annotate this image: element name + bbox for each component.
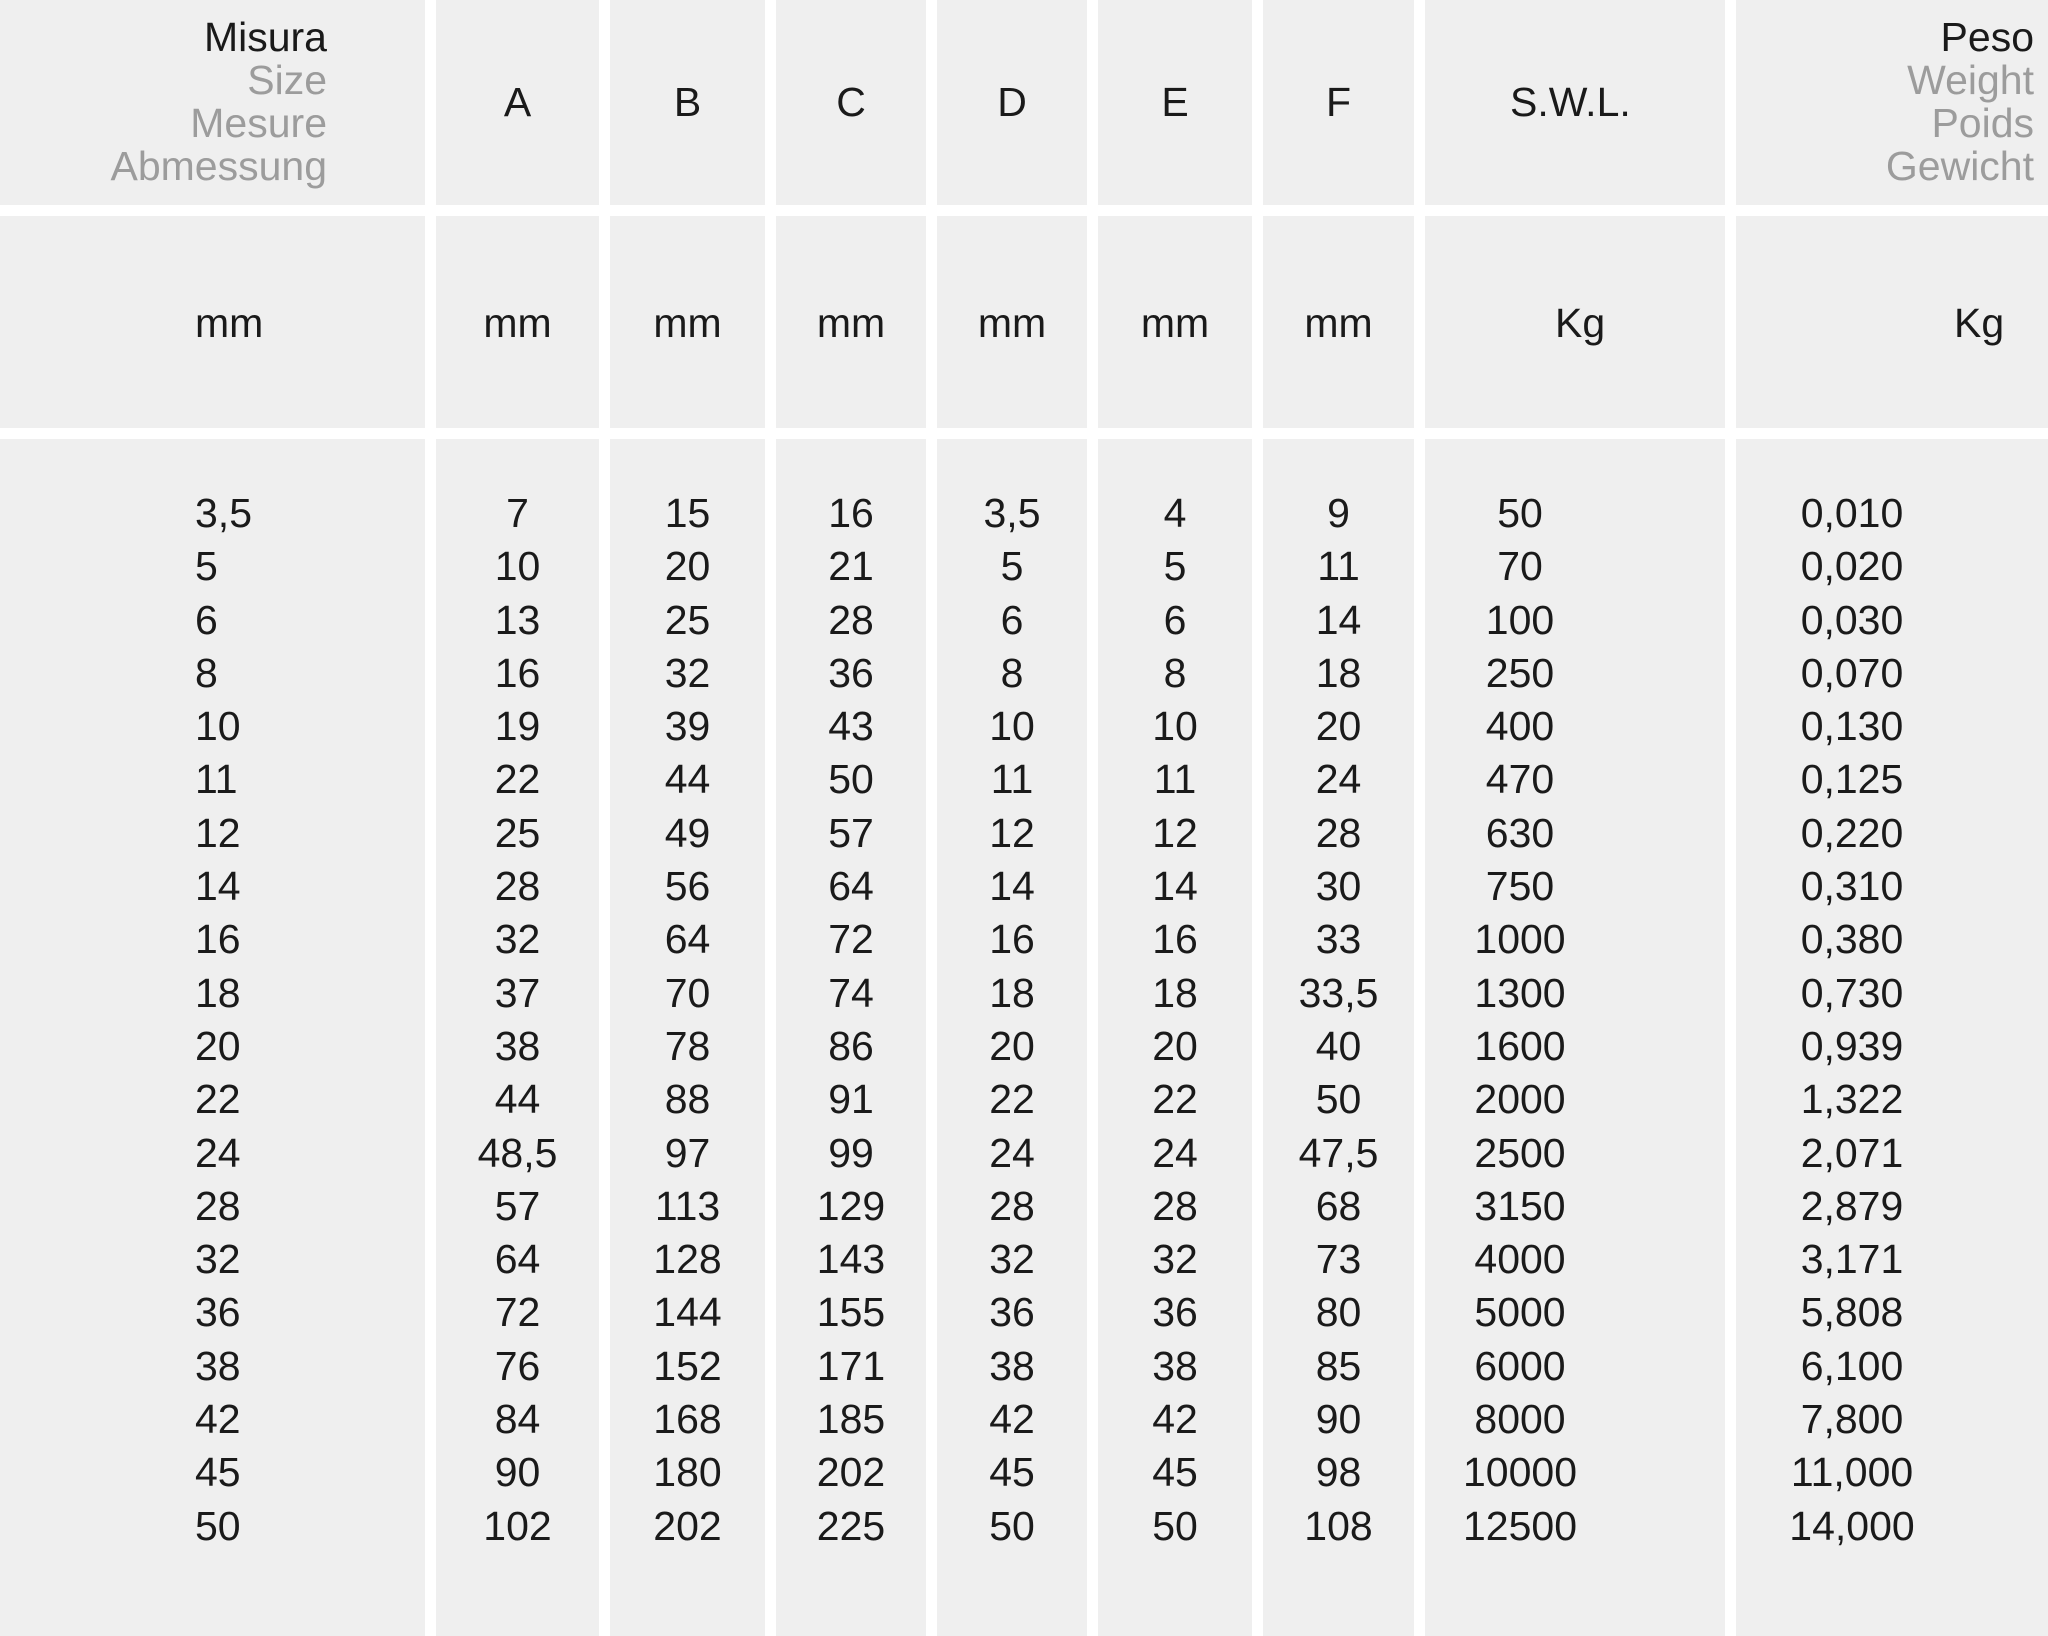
table-cell: 20 xyxy=(1315,703,1362,750)
header-misura-it: Misura xyxy=(203,14,327,60)
table-cell: 5000 xyxy=(1474,1289,1566,1336)
table-cell: 1,322 xyxy=(1800,1076,1904,1123)
table-cell: 16 xyxy=(494,649,541,696)
table-cell: 50 xyxy=(1497,490,1543,536)
table-cell: 38 xyxy=(195,1342,241,1389)
table-cell: 32 xyxy=(494,916,541,963)
table-cell: 7,800 xyxy=(1800,1396,1904,1443)
table-cell: 64 xyxy=(494,1236,541,1283)
header-misura-en: Size xyxy=(247,57,327,103)
table-cell: 57 xyxy=(828,809,874,856)
table-cell: 42 xyxy=(989,1396,1035,1443)
unit-peso: Kg xyxy=(1736,216,2048,428)
table-cell: 47,5 xyxy=(1298,1129,1379,1176)
table-cell: 24 xyxy=(1152,1129,1198,1176)
table-cell: 16 xyxy=(195,916,241,963)
table-cell: 0,380 xyxy=(1800,916,1904,963)
table-cell: 6 xyxy=(1000,596,1024,643)
table-cell: 12 xyxy=(989,809,1035,856)
table-cell: 45 xyxy=(195,1449,241,1496)
header-e: E xyxy=(1098,0,1252,205)
table-cell: 56 xyxy=(664,863,711,910)
table-cell: 14 xyxy=(195,863,241,910)
table-cell: 33,5 xyxy=(1298,969,1379,1016)
table-cell: 24 xyxy=(1315,756,1362,803)
table-cell: 630 xyxy=(1485,809,1555,856)
table-cell: 44 xyxy=(664,756,711,803)
table-cell: 18 xyxy=(1152,969,1198,1016)
table-cell: 49 xyxy=(664,809,711,856)
table-cell: 28 xyxy=(494,863,541,910)
table-cell: 113 xyxy=(654,1182,721,1229)
table-cell: 8 xyxy=(195,649,218,696)
table-cell: 3,5 xyxy=(983,490,1041,536)
table-cell: 6 xyxy=(195,596,218,643)
table-cell: 152 xyxy=(653,1342,722,1389)
table-cell: 100 xyxy=(1485,596,1555,643)
table-cell: 44 xyxy=(494,1076,541,1123)
table-cell: 70 xyxy=(664,969,711,1016)
table-cell: 225 xyxy=(816,1502,886,1549)
table-cell: 5,808 xyxy=(1800,1289,1904,1336)
header-misura xyxy=(0,0,425,205)
table-cell: 32 xyxy=(195,1236,241,1283)
table-cell: 38 xyxy=(494,1022,541,1069)
header-b: B xyxy=(610,0,765,205)
table-cell: 6,100 xyxy=(1800,1342,1904,1389)
table-cell: 108 xyxy=(1304,1502,1373,1549)
table-cell: 16 xyxy=(828,490,874,536)
table-cell: 1000 xyxy=(1474,916,1566,963)
header-c: C xyxy=(776,0,926,205)
table-cell: 18 xyxy=(195,969,241,1016)
table-cell: 5 xyxy=(1163,543,1187,590)
table-cell: 91 xyxy=(828,1076,874,1123)
table-cell: 1300 xyxy=(1474,969,1566,1016)
table-cell: 2,879 xyxy=(1800,1182,1904,1229)
table-cell: 13 xyxy=(494,596,541,643)
table-cell: 21 xyxy=(828,543,874,590)
column-e xyxy=(1098,439,1252,1636)
table-cell: 18 xyxy=(1315,649,1362,696)
table-cell: 24 xyxy=(989,1129,1035,1176)
table-cell: 32 xyxy=(989,1236,1035,1283)
table-cell: 28 xyxy=(828,596,874,643)
column-c xyxy=(776,439,926,1636)
table-cell: 250 xyxy=(1485,649,1555,696)
table-cell: 143 xyxy=(816,1236,886,1283)
table-cell: 36 xyxy=(1152,1289,1198,1336)
table-cell: 90 xyxy=(1315,1396,1362,1443)
table-cell: 80 xyxy=(1315,1289,1362,1336)
table-cell: 25 xyxy=(664,596,711,643)
table-cell: 16 xyxy=(989,916,1035,963)
unit-a: mm xyxy=(436,216,599,428)
table-cell: 50 xyxy=(195,1502,241,1549)
column-f xyxy=(1263,439,1414,1636)
unit-b: mm xyxy=(610,216,765,428)
table-cell: 168 xyxy=(653,1396,722,1443)
table-cell: 129 xyxy=(816,1182,886,1229)
table-cell: 9 xyxy=(1327,490,1350,536)
unit-e: mm xyxy=(1098,216,1252,428)
table-cell: 4000 xyxy=(1474,1236,1566,1283)
table-cell: 85 xyxy=(1315,1342,1362,1389)
table-cell: 0,130 xyxy=(1800,703,1904,750)
table-cell: 28 xyxy=(195,1182,241,1229)
table-cell: 72 xyxy=(494,1289,541,1336)
table-cell: 20 xyxy=(664,543,711,590)
table-cell: 76 xyxy=(494,1342,541,1389)
unit-misura: mm xyxy=(0,216,425,428)
table-cell: 10 xyxy=(1152,703,1198,750)
table-cell: 90 xyxy=(494,1449,541,1496)
table-cell: 18 xyxy=(989,969,1035,1016)
table-cell: 45 xyxy=(1152,1449,1198,1496)
table-cell: 50 xyxy=(1315,1076,1362,1123)
table-cell: 14 xyxy=(1152,863,1198,910)
table-cell: 750 xyxy=(1485,863,1555,910)
table-cell: 84 xyxy=(494,1396,541,1443)
table-cell: 12 xyxy=(195,809,241,856)
table-cell: 0,010 xyxy=(1800,490,1904,536)
table-cell: 39 xyxy=(664,703,711,750)
table-cell: 3,5 xyxy=(195,490,252,536)
table-cell: 6 xyxy=(1163,596,1187,643)
table-cell: 2,071 xyxy=(1800,1129,1904,1176)
table-cell: 45 xyxy=(989,1449,1035,1496)
table-cell: 14,000 xyxy=(1789,1502,1915,1549)
column-peso xyxy=(1736,439,2048,1636)
header-peso-fr: Poids xyxy=(1931,100,2034,146)
header-peso-it: Peso xyxy=(1940,14,2034,60)
column-misura xyxy=(0,439,425,1636)
table-cell: 185 xyxy=(816,1396,886,1443)
table-cell: 50 xyxy=(1152,1502,1198,1549)
table-cell: 14 xyxy=(989,863,1035,910)
table-cell: 19 xyxy=(494,703,541,750)
unit-d: mm xyxy=(937,216,1087,428)
table-cell: 32 xyxy=(664,649,711,696)
table-cell: 42 xyxy=(195,1396,241,1443)
table-cell: 38 xyxy=(1152,1342,1198,1389)
table-cell: 8000 xyxy=(1474,1396,1566,1443)
table-cell: 202 xyxy=(653,1502,722,1549)
table-cell: 70 xyxy=(1497,543,1543,590)
table-cell: 28 xyxy=(989,1182,1035,1229)
header-swl: S.W.L. xyxy=(1425,0,1725,205)
table-cell: 22 xyxy=(1152,1076,1198,1123)
table-cell: 128 xyxy=(653,1236,722,1283)
table-cell: 11 xyxy=(1317,543,1360,590)
table-cell: 7 xyxy=(506,490,529,536)
table-cell: 11 xyxy=(990,756,1034,803)
table-cell: 3150 xyxy=(1474,1182,1566,1229)
table-cell: 36 xyxy=(828,649,874,696)
table-cell: 48,5 xyxy=(477,1129,558,1176)
table-cell: 2500 xyxy=(1474,1129,1566,1176)
table-cell: 102 xyxy=(483,1502,552,1549)
table-cell: 10 xyxy=(989,703,1035,750)
header-misura-fr: Mesure xyxy=(190,100,327,146)
table-cell: 180 xyxy=(653,1449,722,1496)
column-b xyxy=(610,439,765,1636)
table-cell: 37 xyxy=(494,969,541,1016)
table-cell: 470 xyxy=(1485,756,1555,803)
table-cell: 0,125 xyxy=(1800,756,1904,803)
table-cell: 11,000 xyxy=(1790,1449,1914,1496)
table-cell: 86 xyxy=(828,1022,874,1069)
table-cell: 14 xyxy=(1315,596,1362,643)
header-f: F xyxy=(1263,0,1414,205)
table-cell: 97 xyxy=(664,1129,711,1176)
table-cell: 171 xyxy=(816,1342,886,1389)
table-cell: 0,939 xyxy=(1800,1022,1904,1069)
header-a: A xyxy=(436,0,599,205)
table-cell: 11 xyxy=(1153,756,1197,803)
table-cell: 22 xyxy=(494,756,541,803)
table-cell: 5 xyxy=(195,543,218,590)
table-cell: 78 xyxy=(664,1022,711,1069)
table-cell: 10000 xyxy=(1462,1449,1577,1496)
table-cell: 74 xyxy=(828,969,874,1016)
table-cell: 202 xyxy=(816,1449,886,1496)
table-cell: 28 xyxy=(1315,809,1362,856)
table-cell: 99 xyxy=(828,1129,874,1176)
table-cell: 72 xyxy=(828,916,874,963)
table-cell: 1600 xyxy=(1474,1022,1566,1069)
table-cell: 8 xyxy=(1163,649,1187,696)
table-cell: 12 xyxy=(1152,809,1198,856)
table-cell: 42 xyxy=(1152,1396,1198,1443)
table-cell: 22 xyxy=(195,1076,241,1123)
table-cell: 400 xyxy=(1485,703,1555,750)
table-cell: 10 xyxy=(195,703,241,750)
unit-swl: Kg xyxy=(1425,216,1725,428)
column-d xyxy=(937,439,1087,1636)
table-cell: 30 xyxy=(1315,863,1362,910)
table-cell: 50 xyxy=(828,756,874,803)
column-a xyxy=(436,439,599,1636)
table-cell: 64 xyxy=(828,863,874,910)
table-cell: 33 xyxy=(1315,916,1362,963)
table-cell: 64 xyxy=(664,916,711,963)
table-cell: 16 xyxy=(1152,916,1198,963)
table-cell: 0,730 xyxy=(1800,969,1904,1016)
table-cell: 68 xyxy=(1315,1182,1362,1229)
table-cell: 0,310 xyxy=(1800,863,1904,910)
table-cell: 5 xyxy=(1000,543,1024,590)
table-cell: 6000 xyxy=(1474,1342,1566,1389)
unit-c: mm xyxy=(776,216,926,428)
table-cell: 43 xyxy=(828,703,874,750)
table-cell: 0,070 xyxy=(1800,649,1904,696)
table-cell: 11 xyxy=(195,756,238,803)
header-peso-en: Weight xyxy=(1907,57,2034,103)
table-cell: 25 xyxy=(494,809,541,856)
header-misura-de: Abmessung xyxy=(110,143,327,189)
table-cell: 73 xyxy=(1315,1236,1362,1283)
table-cell: 12500 xyxy=(1462,1502,1577,1549)
table-cell: 22 xyxy=(989,1076,1035,1123)
table-cell: 144 xyxy=(653,1289,722,1336)
table-cell: 36 xyxy=(989,1289,1035,1336)
table-cell: 0,020 xyxy=(1800,543,1904,590)
table-cell: 20 xyxy=(195,1022,241,1069)
unit-f: mm xyxy=(1263,216,1414,428)
column-swl xyxy=(1425,439,1725,1636)
table-cell: 8 xyxy=(1000,649,1024,696)
table-cell: 38 xyxy=(989,1342,1035,1389)
table-cell: 0,220 xyxy=(1800,809,1904,856)
header-peso-de: Gewicht xyxy=(1885,143,2034,189)
table-cell: 28 xyxy=(1152,1182,1198,1229)
table-cell: 40 xyxy=(1315,1022,1362,1069)
header-peso xyxy=(1736,0,2048,205)
table-cell: 2000 xyxy=(1474,1076,1566,1123)
table-cell: 20 xyxy=(1152,1022,1198,1069)
table-cell: 15 xyxy=(664,490,711,536)
table-cell: 50 xyxy=(989,1502,1035,1549)
table-cell: 0,030 xyxy=(1800,596,1904,643)
table-cell: 20 xyxy=(989,1022,1035,1069)
table-cell: 88 xyxy=(664,1076,711,1123)
header-d: D xyxy=(937,0,1087,205)
table-cell: 32 xyxy=(1152,1236,1198,1283)
table-cell: 98 xyxy=(1315,1449,1362,1496)
table-cell: 57 xyxy=(494,1182,541,1229)
table-cell: 36 xyxy=(195,1289,241,1336)
table-cell: 24 xyxy=(195,1129,241,1176)
table-cell: 4 xyxy=(1163,490,1187,536)
table-cell: 10 xyxy=(494,543,541,590)
table-cell: 3,171 xyxy=(1800,1236,1904,1283)
table-cell: 155 xyxy=(816,1289,886,1336)
